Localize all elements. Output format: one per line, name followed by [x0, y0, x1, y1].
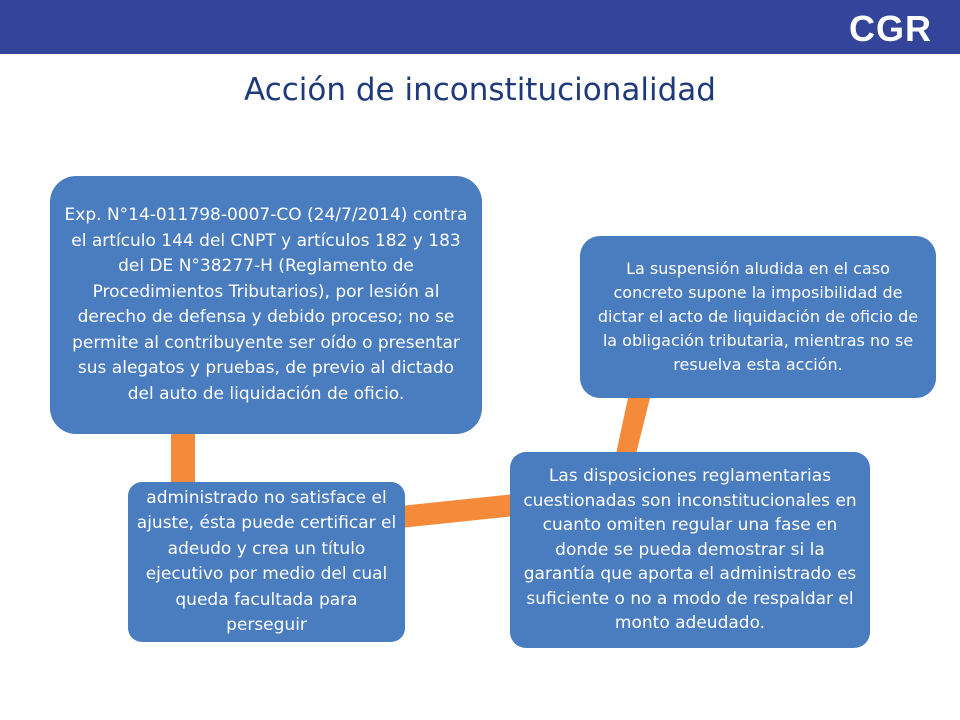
unconstitutional-provisions-text: Las disposiciones reglamentarias cuestionadas son inconstitucionales en cuanto omiten regular una fase en donde se pueda demostrar si la garantía que aporta el administrado es suficiente o no a modo de respaldar el monto adeudado.: [523, 466, 857, 634]
unconstitutional-provisions-box: [510, 452, 870, 648]
enforcement-box: [128, 482, 405, 642]
connector-box2-box3: [405, 494, 510, 527]
enforcement-text: administrado no satisface el ajuste, ésta puede certificar el adeudo y crea un título ejecutivo por medio del cual queda facultada para perseguir: [136, 487, 397, 635]
connector-box3-box4: [610, 396, 656, 456]
suspension-box: [580, 236, 936, 398]
cgr-logo: CGR: [849, 8, 932, 49]
case-description-box: [50, 176, 482, 434]
slide-title: Acción de inconstitucionalidad: [244, 72, 716, 108]
suspension-text: La suspensión aludida en el caso concreto supone la imposibilidad de dictar el acto de liquidación de oficio de la obligación tributaria, mientras no se resuelva esta acción.: [597, 259, 919, 374]
header-bar: [0, 0, 960, 54]
connector-box1-box2: [171, 434, 195, 482]
case-description-text: Exp. N°14-011798-0007-CO (24/7/2014) contra el artículo 144 del CNPT y artículos 182 y 183 del DE N°38277-H (Reglamento de Procedimientos Tributarios), por lesión al derecho de defensa y debido proceso; no se permite al contribuyente ser oído o presentar sus alegatos y pruebas, de previo al dictado del auto de liquidación de oficio.: [64, 205, 468, 404]
